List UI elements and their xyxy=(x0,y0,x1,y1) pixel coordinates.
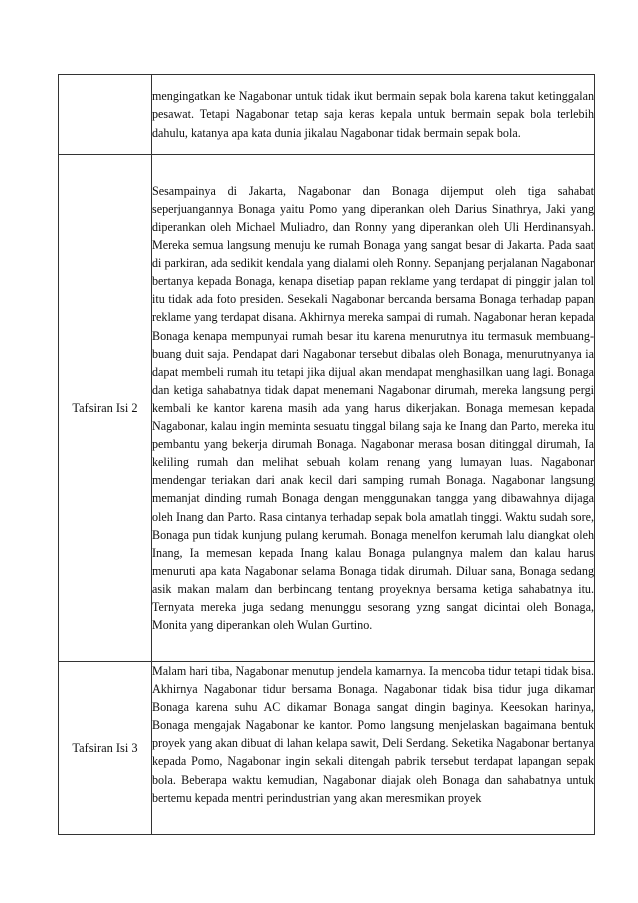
paragraph-text: Sesampainya di Jakarta, Nagabonar dan Bonaga dijemput oleh tiga sahabat seperjuangannya Bonaga yaitu Pomo yang diperankan oleh Darius Sinathrya, Jaki yang diperankan oleh Michael Muliadro, dan Ronny yang diperankan oleh Uli Herdinansyah. Mereka semua langsung menuju ke rumah Bonaga yang sangat besar di Jakarta. Pada saat di parkiran, ada sedikit kendala yang dialami oleh Ronny. Sepanjang perjalanan Nagabonar bertanya kepada Bonaga, kenapa disetiap papan reklame yang terdapat di pinggir jalan tol itu tidak ada foto presiden. Sesekali Nagabonar bercanda bersama Bonaga terhadap papan reklame yang terdapat disana. Akhirnya mereka sampai di rumah. Nagabonar heran kepada Bonaga kenapa mempunyai rumah besar itu karena menurutnya itu termasuk membuang-buang duit saja. Pendapat dari Nagabonar tersebut dibalas oleh Bonaga, menurutnyanya ia dapat membeli rumah itu tetapi jika dijual akan mendapat menghasilkan uang lagi. Bonaga dan ketiga sahabatnya tidak dapat menemani Nagabonar dirumah, mereka langsung pergi kembali ke kantor karena masih ada yang harus dikerjakan. Bonaga memesan kepada Nagabonar, kalau ingin meminta sesuatu tinggal bilang saja ke Inang dan Parto, mereka itu pembantu yang bekerja dirumah Bonaga. Nagabonar merasa bosan ditinggal dirumah, Ia keliling rumah dan melihat sebuah kolam renang yang lumayan luas. Nagabonar mendengar teriakan dari anak kecil dari samping rumah Bonaga. Nagabonar langsung memanjat dinding rumah Bonaga dengan menggunakan tangga yang dibawahnya dijaga oleh Inang dan Parto. Rasa cintanya terhadap sepak bola amatlah tinggi. Waktu sudah sore, Bonaga pun tidak kunjung pulang kerumah. Bonaga menelfon kerumah lalu diangkat oleh Inang, Ia memesan kepada Inang kalau Bonaga pulangnya malem dan kalau harus menuruti apa kata Nagabonar selama Bonaga tidak dirumah. Diluar sana, Bonaga sedang asik makan malam dan berbincang tentang proyeknya bersama ketiga sahabatnya itu. Ternyata mereka juga sedang menunggu sesorang yzng sangat dicintai oleh Bonaga, Monita yang diperankan oleh Wulan Gurtino. xyxy=(152,183,594,633)
synopsis-table xyxy=(58,74,595,835)
row-content xyxy=(152,155,595,662)
row-content xyxy=(152,662,595,835)
table-row xyxy=(59,75,595,155)
table-row xyxy=(59,155,595,662)
row-label-empty xyxy=(59,75,152,155)
row-label-tafsiran-isi-3: Tafsiran Isi 3 xyxy=(59,662,152,835)
table-row xyxy=(59,662,595,835)
row-label-tafsiran-isi-2: Tafsiran Isi 2 xyxy=(59,155,152,662)
paragraph-text: Malam hari tiba, Nagabonar menutup jendela kamarnya. Ia mencoba tidur tetapi tidak bisa. Akhirnya Nagabonar tidur bersama Bonaga. Nagabonar tidak bisa tidur juga dikamar Bonaga karena suhu AC dikamar Bonaga sangat dingin baginya. Keesokan harinya, Bonaga mengajak Nagabonar ke kantor. Pomo langsung menjelaskan bagaimana bentuk proyek yang akan dibuat di lahan kelapa sawit, Deli Serdang. Seketika Nagabonar bertanya kepada Pomo, Nagabonar ingin sekali ditengah pabrik tersebut terdapat lapangan sepak bola. Beberapa waktu kemudian, Nagabonar diajak oleh Bonaga dan sahabatnya untuk bertemu kepada mentri perindustrian yang akan meresmikan proyek xyxy=(152,664,594,805)
paragraph-text: mengingatkan ke Nagabonar untuk tidak ikut bermain sepak bola karena takut ketinggalan pesawat. Tetapi Nagabonar tetap saja keras kepala untuk bermain sepak bola terlebih dahulu, katanya apa kata dunia jikalau Nagabonar tidak bermain sepak bola. xyxy=(152,89,594,140)
row-content xyxy=(152,75,595,155)
